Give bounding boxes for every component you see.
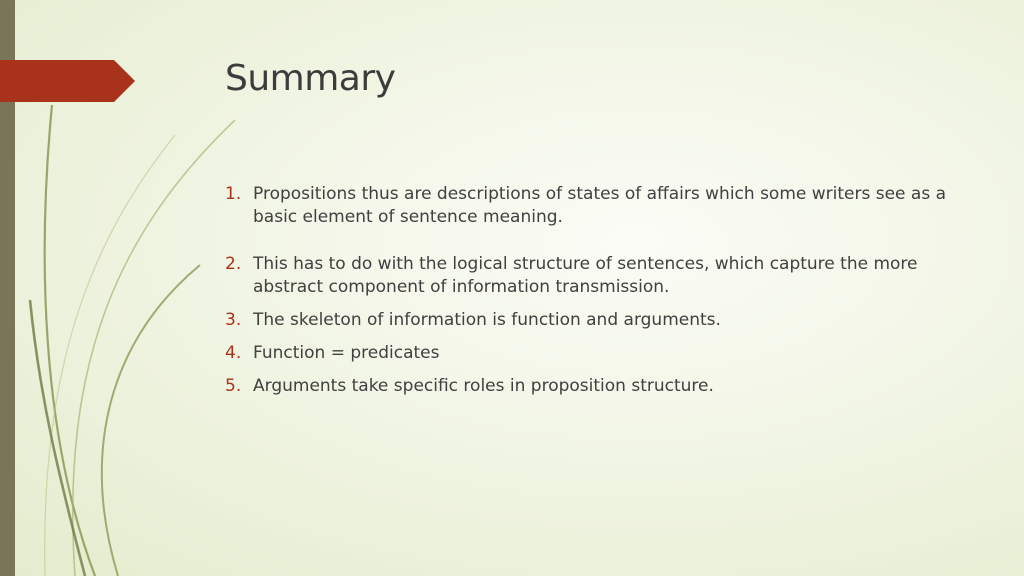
list-item-number: 5. — [225, 376, 242, 396]
list-item — [225, 253, 965, 299]
list-item — [225, 375, 965, 398]
list-item — [225, 342, 965, 365]
list-item-text: This has to do with the logical structure of sentences, which capture the more abstract component of information transmission. — [253, 254, 918, 297]
list-item-text: Arguments take specific roles in proposition structure. — [253, 376, 714, 396]
list-item-text: Propositions thus are descriptions of states of affairs which some writers see as a basic element of sentence meaning. — [253, 184, 947, 227]
title-arrow-marker — [0, 60, 135, 102]
list-item-number: 3. — [225, 310, 242, 330]
list-item — [225, 309, 965, 332]
list-item-number: 1. — [225, 184, 242, 204]
list-item-number: 4. — [225, 343, 242, 363]
list-item-number: 2. — [225, 254, 242, 274]
list-item-text: Function = predicates — [253, 343, 440, 363]
slide-title: Summary — [225, 58, 396, 99]
list-item — [225, 183, 965, 229]
list-item-text: The skeleton of information is function and arguments. — [253, 310, 721, 330]
summary-list — [225, 183, 965, 398]
